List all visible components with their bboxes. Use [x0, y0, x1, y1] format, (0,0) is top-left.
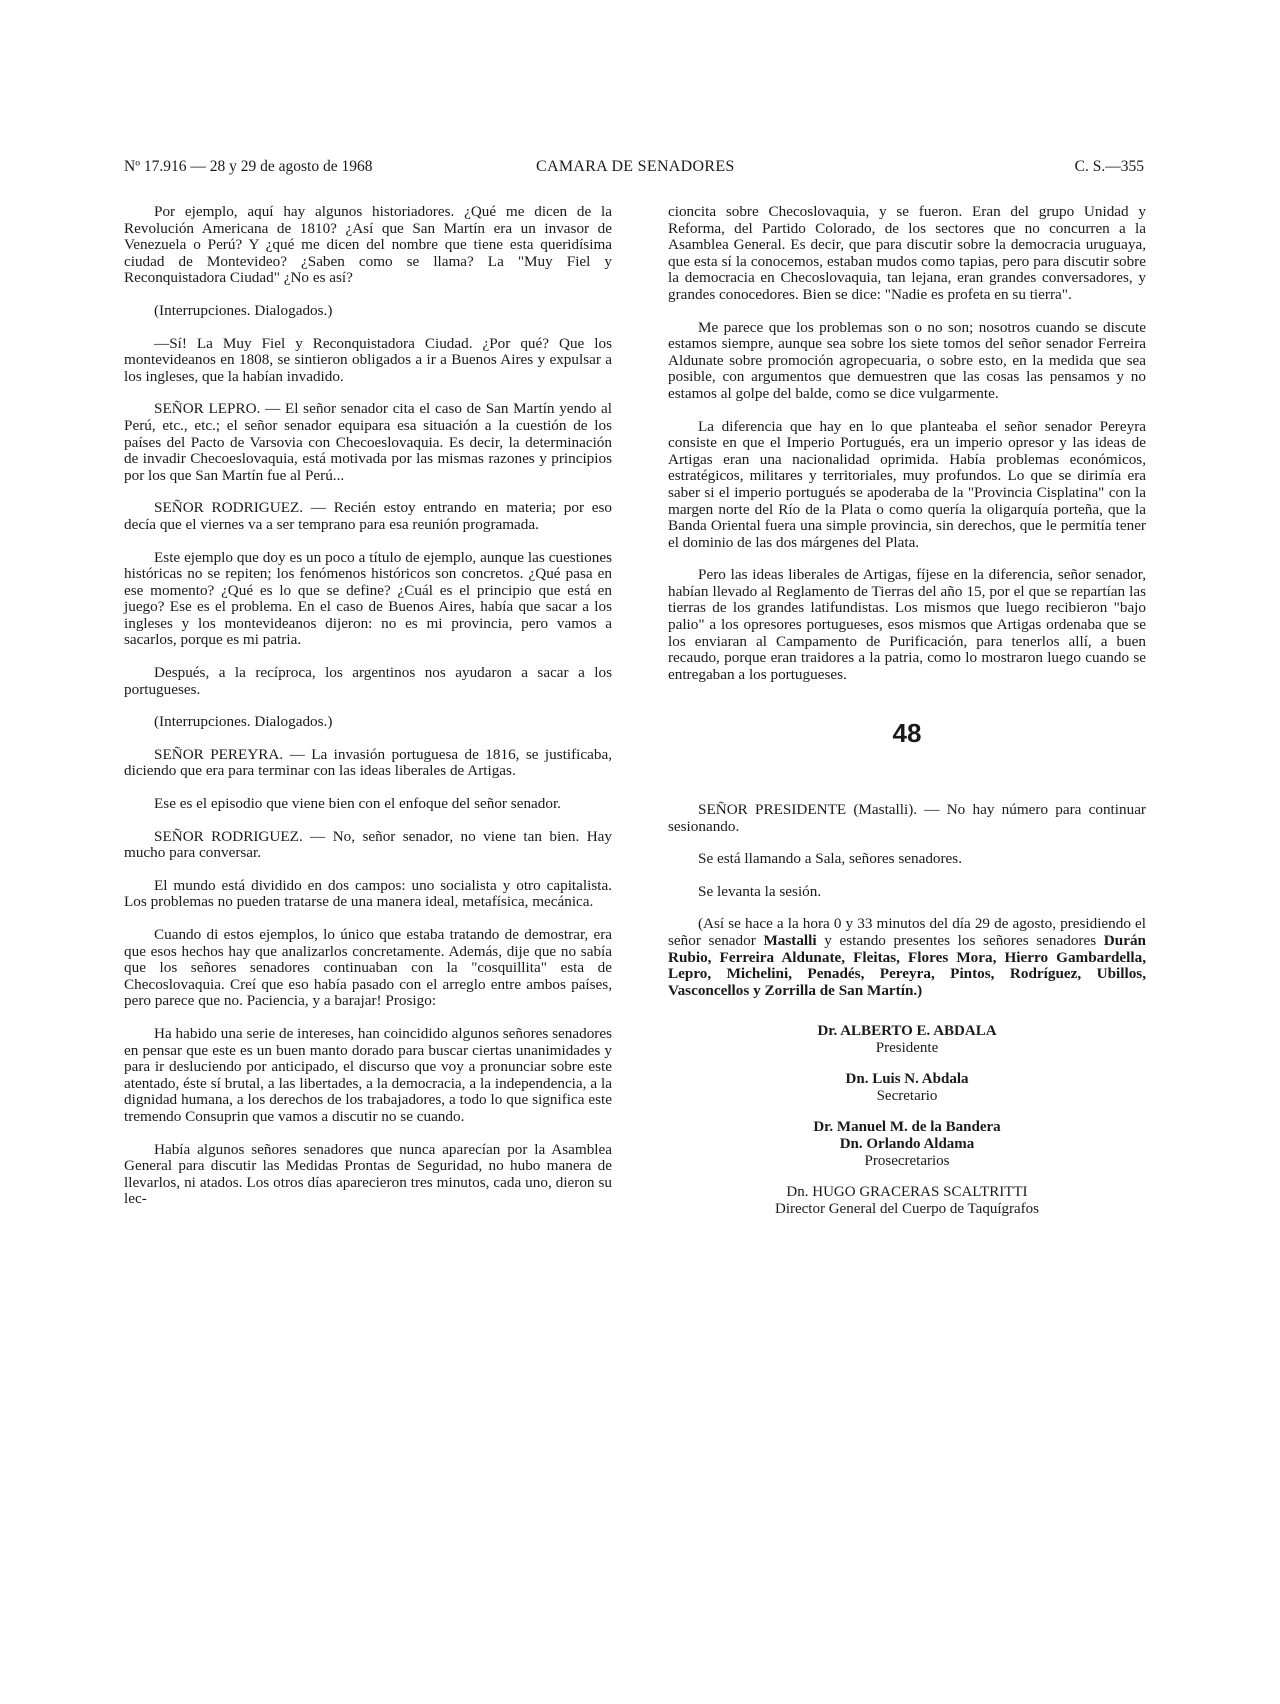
paragraph: Pero las ideas liberales de Artigas, fíjese en la diferencia, señor senador, habían llevado al Reglamento de Tierras del año 15, por el que se repartían las tierras de los grandes latifundistas. Los mismos que luego recibieron "bajo palio" a los opresores portugueses, esos mismos que Artigas ordenaba que se los enviaran al Campamento de Purificación, para tenerlos allí, a buen recaudo, porque eran traidores a la patria, como lo mostraron luego cuando se entregaban a los portugueses.	[668, 566, 1146, 683]
attendance-middle: y estando presentes los señores senadores	[816, 932, 1104, 949]
paragraph: SEÑOR LEPRO. — El señor senador cita el caso de San Martín yendo al Perú, etc., etc.; el señor senador equipara esa situación a la cuestión de los países del Pacto de Varsovia con Checoeslovaquia. Es decir, la determinación de invadir Checoeslovaquia, está motivada por las mismas razones y principios por los que San Martín fue al Perú...	[124, 400, 612, 484]
paragraph: Después, a la recíproca, los argentinos nos ayudaron a sacar a los portugueses.	[124, 664, 612, 698]
issue-date: Nº 17.916 — 28 y 29 de agosto de 1968	[124, 158, 373, 175]
signatures	[668, 1023, 1146, 1218]
president-signature	[668, 1023, 1146, 1057]
page-header	[124, 158, 1144, 182]
left-column	[124, 204, 612, 1224]
paragraph: SEÑOR RODRIGUEZ. — No, señor senador, no viene tan bien. Hay mucho para conversar.	[124, 827, 612, 862]
prosecretary-name: Dr. Manuel M. de la Bandera	[813, 1119, 1001, 1136]
paragraph: El mundo está dividido en dos campos: uno socialista y otro capitalista. Los problemas no pueden tratarse de una manera ideal, metafísica, mecánica.	[124, 876, 612, 911]
paragraph: Se está llamando a Sala, señores senadores.	[698, 850, 963, 868]
paragraph: La diferencia que hay en lo que planteaba el señor senador Pereyra consiste en que el Imperio Portugués, era un imperio opresor y las ideas de Artigas eran una nacionalidad oprimida. Había problemas económicos, estratégicos, militares y territoriales, muy profundos. Lo que se dirimía era saber si el imperio portugués se apoderaba de la "Provincia Cisplatina" con la margen norte del Río de la Plata o como quería la oligarquía porteña, que la Banda Oriental fuera una simple provincia, sin derechos, que le permitía tener el dominio de las dos márgenes del Plata.	[668, 417, 1146, 551]
right-column	[668, 204, 1146, 1232]
attendance-paragraph	[668, 916, 1146, 999]
paragraph: SEÑOR PEREYRA. — La invasión portuguesa de 1816, se justificaba, diciendo que era para terminar con las ideas liberales de Artigas.	[124, 745, 612, 780]
director-signature	[668, 1184, 1146, 1218]
director-name: Dn. HUGO GRACERAS SCALTRITTI	[786, 1184, 1028, 1201]
director-title: Director General del Cuerpo de Taquígrafos	[775, 1201, 1039, 1218]
prosecretaries-title: Prosecretarios	[864, 1153, 950, 1170]
president-title: Presidente	[875, 1040, 939, 1057]
paragraph: SEÑOR RODRIGUEZ. — Recién estoy entrando en materia; por eso decía que el viernes va a ser temprano para esa reunión programada.	[124, 499, 612, 533]
paragraph: (Interrupciones. Dialogados.)	[154, 713, 333, 731]
attendance-senators: Durán Rubio, Ferreira Aldunate, Fleitas, Flores Mora, Hierro Gambardella, Lepro, Michelini, Penadés, Pereyra, Pintos, Rodríguez, Ubillos, Vasconcellos y Zorrilla de San Martín.)	[668, 932, 1146, 999]
paragraph: Ese es el episodio que viene bien con el enfoque del señor senador.	[154, 795, 561, 813]
paragraph: (Interrupciones. Dialogados.)	[154, 301, 333, 319]
paragraph: cioncita sobre Checoslovaquia, y se fueron. Eran del grupo Unidad y Reforma, del Partido Colorado, de los sectores que no concurren a la Asamblea General. Es decir, que para discutir sobre la democracia uruguaya, que esta sí la conocemos, estaban mudos como tapias, pero para discutir sobre la democracia en Checoslovaquia, tan lejana, eran grandes conversadores, y grandes conocedores. Bien se dice: "Nadie es profeta en su tierra".	[668, 203, 1146, 303]
paragraph: SEÑOR PRESIDENTE (Mastalli). — No hay número para continuar sesionando.	[668, 801, 1146, 835]
paragraph: Cuando di estos ejemplos, lo único que estaba tratando de demostrar, era que esos hechos hay que analizarlos concretamente. Además, dije que no sabía que los señores senadores continuaban con la "cosquillita" esta de Checoslovaquia. Creí que eso había pasado con el arreglo entre ambos países, pero parece que no. Paciencia, y a barajar! Prosigo:	[124, 926, 612, 1010]
attendance-prefix: (Así se hace a la hora 0 y 33 minutos del día 29 de agosto, presidiendo el señor senador	[668, 915, 1146, 949]
attendance-president: Mastalli	[763, 932, 817, 949]
chamber-title: CAMARA DE SENADORES	[536, 158, 735, 175]
page-number: C. S.—355	[1074, 158, 1144, 175]
president-name: Dr. ALBERTO E. ABDALA	[817, 1023, 997, 1040]
paragraph: Ha habido una serie de intereses, han coincidido algunos señores senadores en pensar que este es un buen manto dorado para buscar ciertas unanimidades y para ir desluciendo por anticipado, el discurso que voy a pronunciar sobre este atentado, éste sí brutal, a las libertades, a la democracia, a la independencia, a la dignidad humana, a los derechos de los trabajadores, a todo lo que significa este tremendo Consuprin que vamos a discutir no se cuando.	[124, 1024, 612, 1125]
secretary-signature	[668, 1071, 1146, 1105]
prosecretaries-signature	[668, 1119, 1146, 1170]
secretary-title: Secretario	[876, 1088, 938, 1105]
prosecretary-name: Dn. Orlando Aldama	[839, 1136, 975, 1153]
paragraph: Había algunos señores senadores que nunca aparecían por la Asamblea General para discutir las Medidas Prontas de Seguridad, no hubo manera de llevarlos, ni atados. Los otros días aparecieron tres minutos, cada uno, dieron su lec-	[124, 1140, 612, 1208]
paragraph: Se levanta la sesión.	[698, 882, 822, 900]
paragraph: Por ejemplo, aquí hay algunos historiadores. ¿Qué me dicen de la Revolución Americana de 1810? ¿Así que San Martín era un invasor de Venezuela o Perú? Y ¿qué me dicen del nombre que tiene esta queridísima ciudad de Montevideo? ¿Saben como se llama? La "Muy Fiel y Reconquistadora Ciudad" ¿No es así?	[124, 203, 612, 287]
paragraph: —Sí! La Muy Fiel y Reconquistadora Ciudad. ¿Por qué? Que los montevideanos en 1808, se sintieron obligados a ir a Buenos Aires y expulsar a los ingleses, que la habían invadido.	[124, 334, 612, 385]
paragraph: Este ejemplo que doy es un poco a título de ejemplo, aunque las cuestiones históricas no se repiten; los fenómenos históricos son concretos. ¿Qué pasa en ese momento? ¿Qué es lo que se define? ¿Cuál es el principio que está en juego? Ese es el problema. En el caso de Buenos Aires, había que sacar a los ingleses y los montevideanos dijeron: no es mi provincia, pero vamos a sacarlos, porque es mi patria.	[124, 548, 612, 649]
section-number: 48	[892, 718, 922, 749]
secretary-name: Dn. Luis N. Abdala	[845, 1071, 969, 1088]
paragraph: Me parece que los problemas son o no son; nosotros cuando se discute estamos siempre, aunque sea sobre los siete tomos del señor senador Ferreira Aldunate sobre promoción agropecuaria, o sobre esto, en la medida que sea posible, con argumentos que demuestren que las cosas las pensamos y no estamos al golpe del balde, como se dice vulgarmente.	[668, 318, 1146, 402]
